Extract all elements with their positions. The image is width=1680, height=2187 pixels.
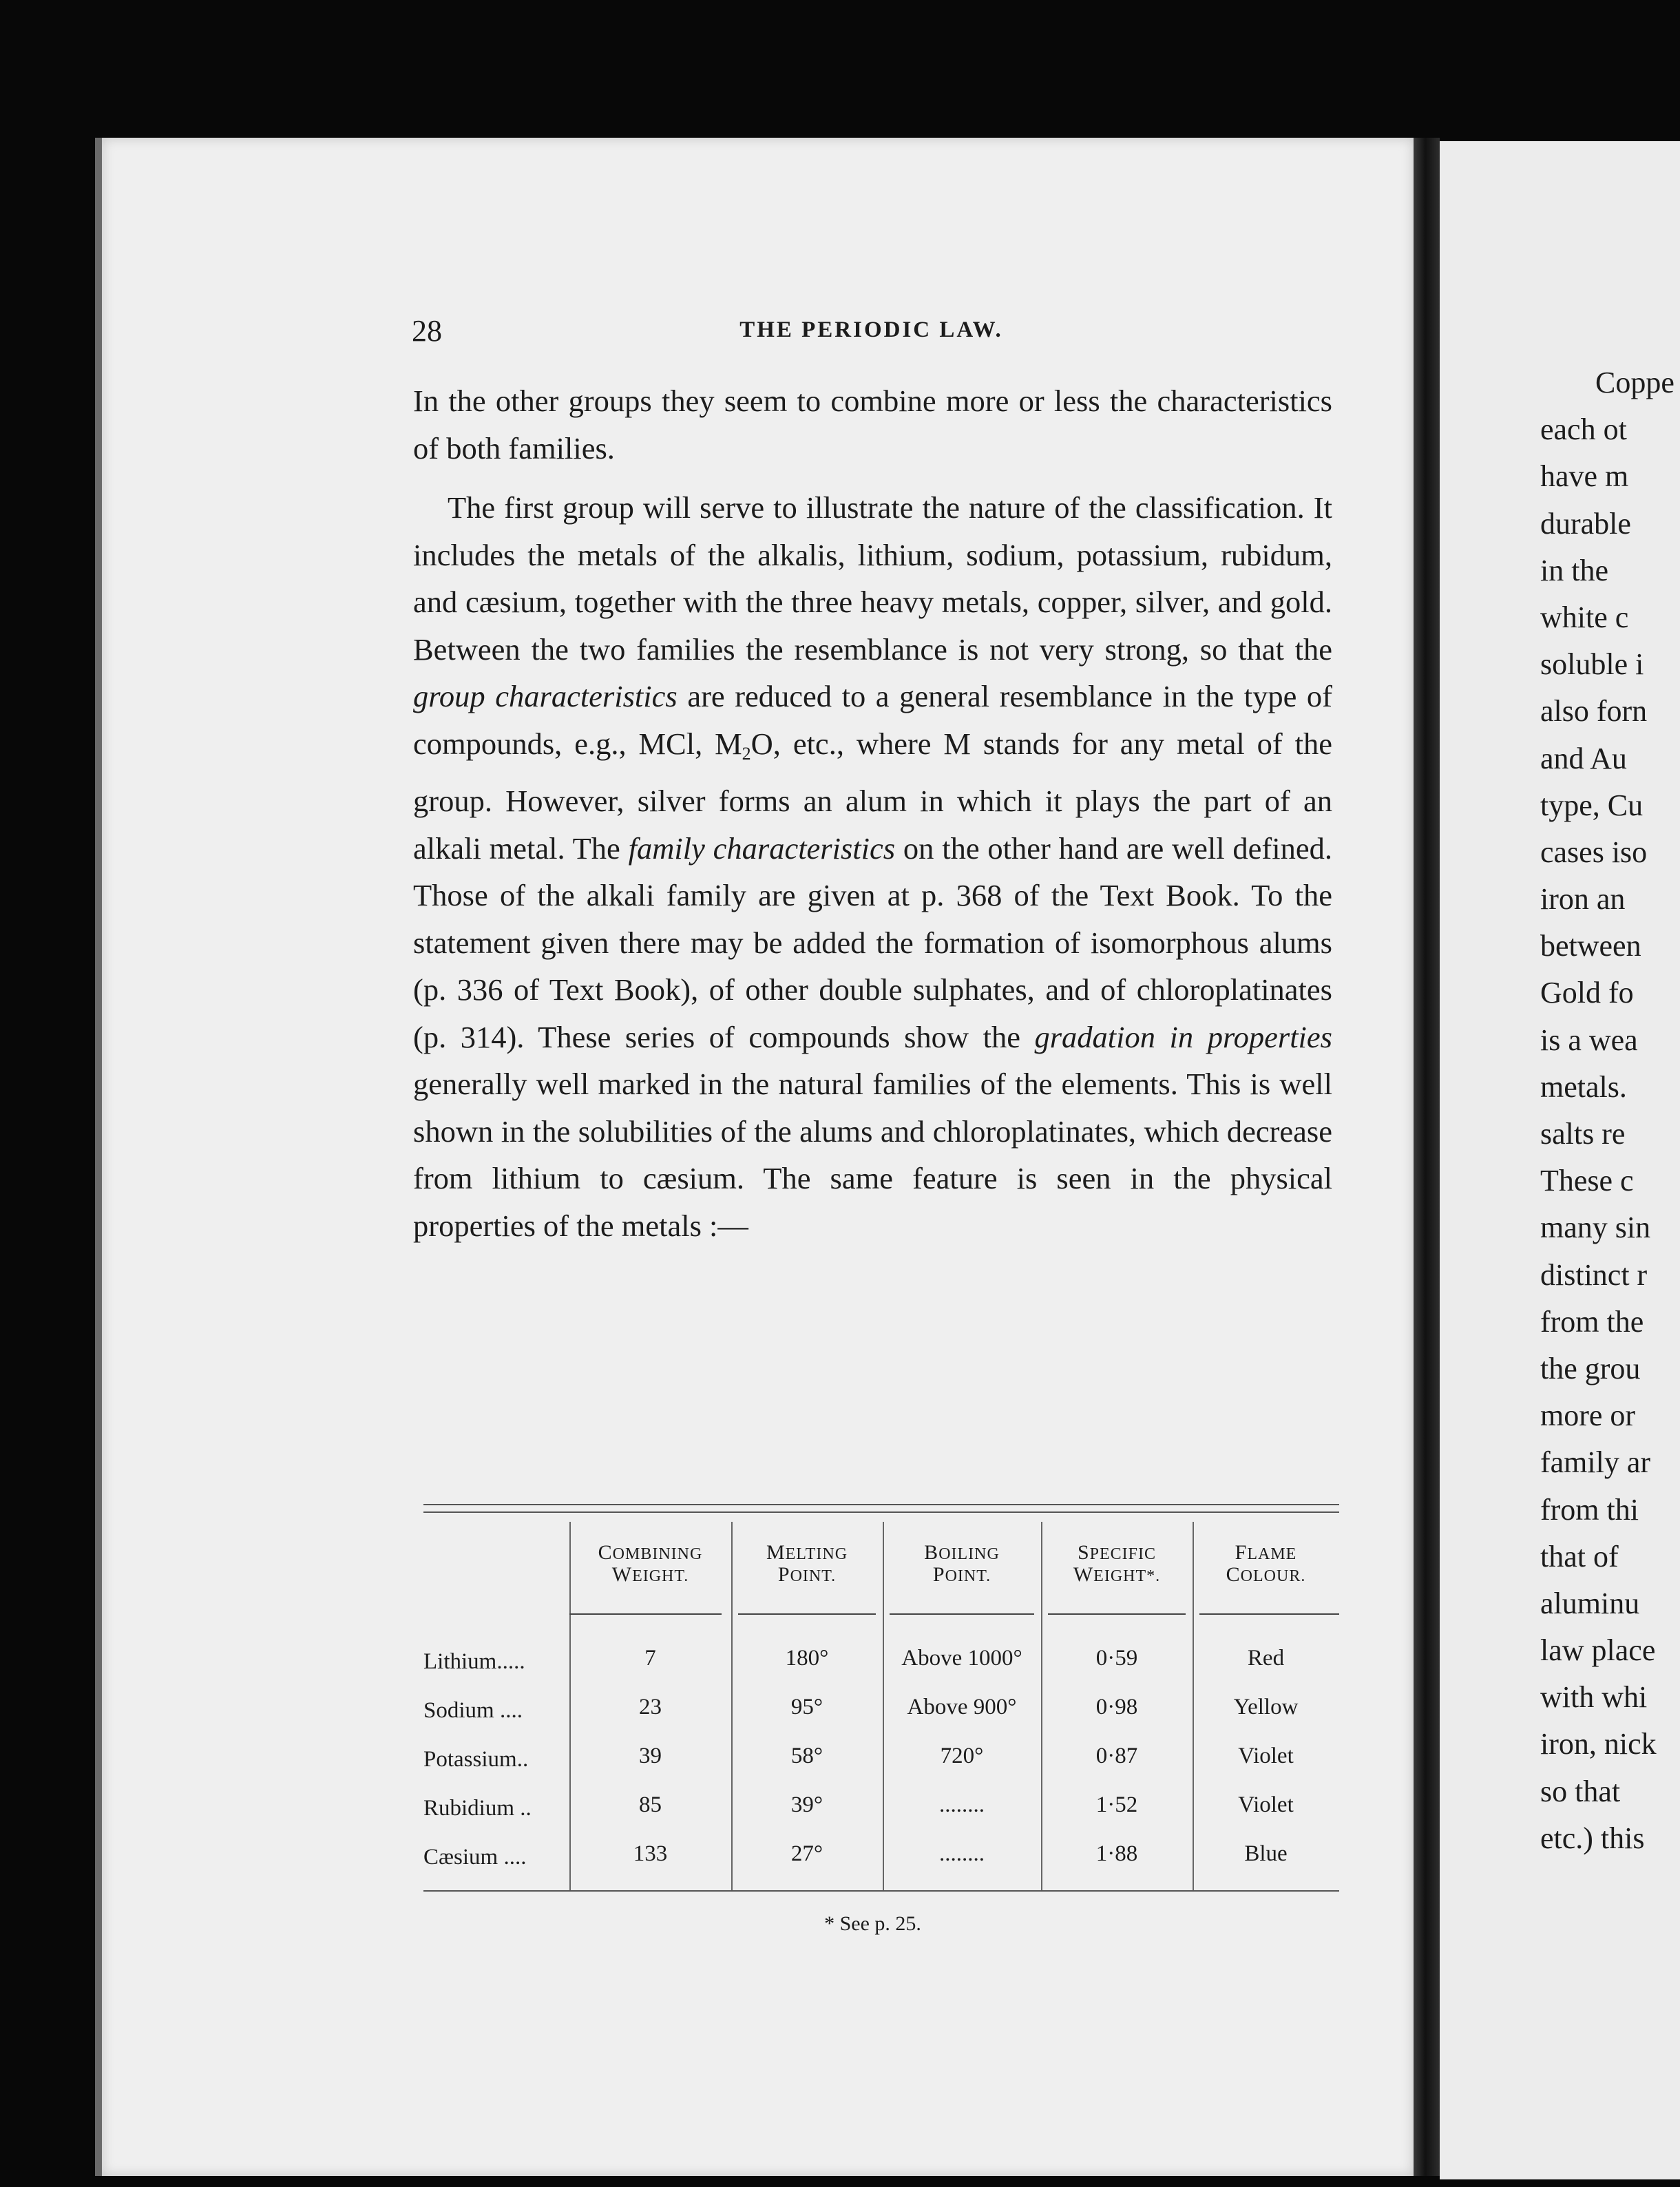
header-rule [890,1613,1034,1615]
cell-boiling: 720° [940,1744,984,1768]
text-line: distinct r [1540,1257,1648,1292]
text-line: iron an [1540,882,1626,917]
row-label: Cæsium .... [423,1845,527,1870]
cell-weight: 39 [639,1744,662,1768]
text-line: with whi [1540,1680,1648,1715]
running-head [412,313,1331,350]
para2-text-3: O, etc., where M stands for any metal of the group. However, silver forms an alum in which it plays the part of an alkali metal. The [413,726,1332,866]
text-line: iron, nick [1540,1727,1657,1761]
cell-boiling: Above 900° [907,1695,1017,1719]
text-line: cases iso [1540,835,1648,869]
cell-boiling: ........ [939,1841,985,1866]
text-line: many sin [1540,1211,1651,1245]
row-label: Lithium..... [423,1649,525,1674]
header-rule [1048,1613,1186,1615]
text-line: is a wea [1540,1023,1638,1057]
header-rule [738,1613,876,1615]
row-label: Potassium.. [423,1747,529,1772]
paragraph-2 [413,484,1332,1249]
text-line: in the [1540,553,1608,587]
text-line: soluble i [1540,647,1644,682]
text-line: aluminu [1540,1586,1640,1620]
cell-weight: 85 [639,1792,662,1817]
cell-melting: 39° [790,1792,823,1817]
text-line: from the [1540,1304,1644,1339]
cell-flame: Violet [1238,1792,1294,1817]
text-line: so that [1540,1774,1621,1808]
para2-text-5: generally well marked in the natural families of the elements. This is well shown in the solubilities of the alums and chloroplatinates, which decrease from lithium to cæsium. The same feature is seen in the physical properties of the metals :— [413,1067,1332,1243]
text-line: have m [1540,459,1629,494]
header-boiling-point: BOILING POINT. [924,1541,1000,1586]
cell-flame: Red [1247,1646,1285,1671]
text-line: that of [1540,1539,1619,1573]
book-gutter [1414,138,1440,2176]
header-combining-weight: COMBINING WEIGHT. [598,1541,703,1586]
text-line: salts re [1540,1117,1626,1151]
cell-specific: 0·87 [1095,1744,1138,1768]
text-line: the grou [1540,1351,1641,1385]
cell-flame: Yellow [1233,1695,1299,1719]
cell-specific: 1·52 [1095,1792,1138,1817]
cell-specific: 1·88 [1095,1841,1138,1866]
emphasis-family-characteristics: family characteristics [628,830,896,866]
page-number: 28 [412,314,442,348]
text-line: type, Cu [1540,788,1644,822]
table-bottom-rule [423,1890,1339,1892]
emphasis-gradation-in-properties: gradation in properties [1034,1019,1332,1054]
cell-specific: 0·98 [1095,1695,1138,1719]
right-page-text [1540,359,1680,1862]
paragraph-1: In the other groups they seem to combine more or less the characteristics of both families. [413,384,1332,465]
cell-weight: 23 [639,1695,662,1719]
footnote: * See p. 25. [824,1912,921,1935]
para2-text-4: on the other hand are well defined. Those of the alkali family are given at p. 368 of the Text Book. To the statement given there may be added the formation of isomorphous alums (p. 336 of Text Book), of other double sulphates, and of chloroplatinates (p. 314). These series of compounds show the [413,830,1332,1054]
cell-boiling: ........ [939,1792,985,1817]
text-line: and Au [1540,741,1627,775]
row-label: Sodium .... [423,1698,523,1723]
text-line: These c [1540,1164,1634,1198]
text-line: white c [1540,600,1629,634]
properties-table [423,1511,1339,1890]
row-label: Rubidium .. [423,1796,532,1821]
text-line: metals. [1540,1069,1627,1104]
cell-melting: 180° [785,1646,829,1671]
header-rule [1199,1613,1339,1615]
header-flame-colour: FLAME COLOUR. [1226,1541,1306,1586]
text-line: more or [1540,1399,1636,1433]
text-line: also forn [1540,694,1648,729]
header-melting-point: MELTING POINT. [766,1541,848,1586]
cell-melting: 95° [790,1695,823,1719]
text-line: law place [1540,1633,1656,1668]
para2-text-1: The first group will serve to illustrate the nature of the classification. It includes the metals of the alkalis, lithium, sodium, potassium, rubidum, and cæsium, together with the three heavy metals, copper, silver, and gold. Between the two families the resemblance is not very strong, so that the [413,490,1332,667]
cell-melting: 27° [790,1841,823,1866]
subscript: 2 [742,743,751,764]
text-line: Gold fo [1540,976,1634,1010]
text-line: etc.) this [1540,1821,1645,1855]
text-line: each ot [1540,412,1627,447]
cell-boiling: Above 1000° [901,1646,1022,1671]
text-line: Coppe [1595,366,1674,399]
emphasis-group-characteristics: group characteristics [413,679,678,713]
cell-weight: 133 [633,1841,668,1866]
cell-specific: 0·59 [1095,1646,1138,1671]
cell-flame: Violet [1238,1744,1294,1768]
text-line: family ar [1540,1445,1651,1480]
text-line: between [1540,929,1641,963]
text-line: durable [1540,506,1631,541]
header-specific-weight: SPECIFIC WEIGHT*. [1073,1541,1161,1586]
running-title: THE PERIODIC LAW. [739,317,1003,342]
para2-text-2: are reduced to a general resemblance in the type of compounds, e.g., MCl, M [413,679,1332,761]
cell-flame: Blue [1244,1841,1288,1866]
cell-weight: 7 [644,1646,656,1671]
text-line: from thi [1540,1492,1639,1527]
cell-melting: 58° [790,1744,823,1768]
body-text [413,377,1332,1249]
header-rule [569,1613,722,1615]
